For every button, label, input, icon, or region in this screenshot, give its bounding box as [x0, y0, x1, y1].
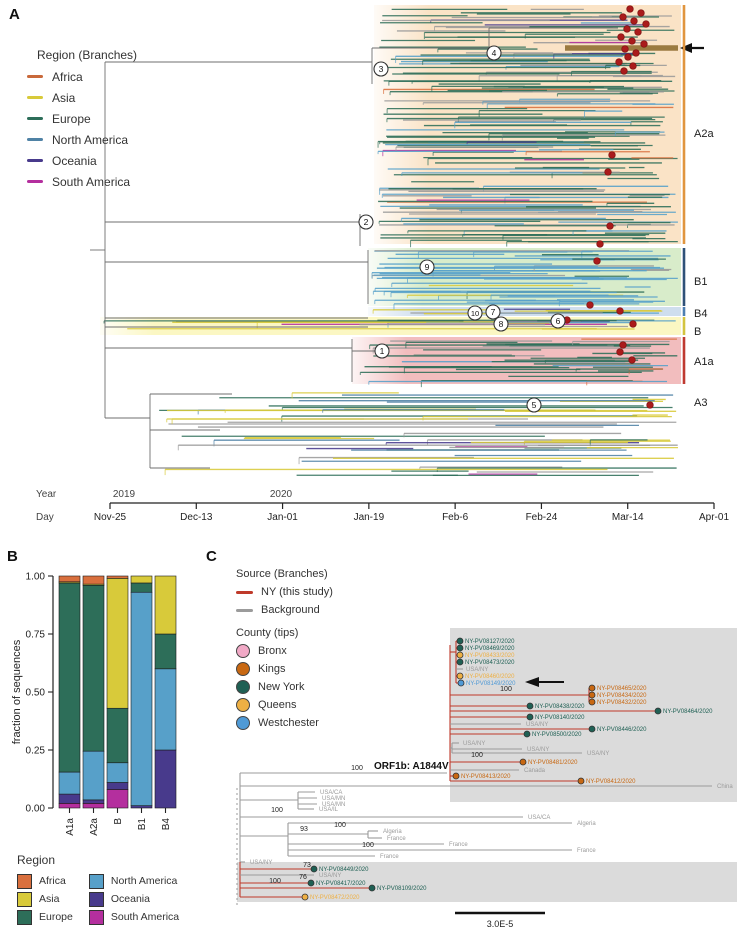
c-tip-label: NY-PV08473/2020 — [465, 660, 515, 667]
node-number-5: 5 — [531, 400, 537, 410]
region-color-swatch — [27, 180, 43, 184]
c-tip-label: NY-PV08417/2020 — [316, 881, 366, 888]
c-tip-label-background: USA/NY — [526, 722, 549, 729]
axis-tick-label: Nov-25 — [93, 512, 127, 523]
c-tip-dot-new_york — [308, 880, 314, 886]
c-tip-label: NY-PV08469/2020 — [465, 646, 515, 653]
panel-c-legends — [236, 564, 333, 732]
c-support-value: 100 — [500, 686, 512, 693]
ny-sample-dot — [618, 34, 625, 41]
c-tip-dot-queens — [457, 652, 463, 658]
b-x-tick-label: B1 — [137, 818, 148, 831]
c-support-value: 100 — [271, 807, 283, 814]
axis-tick-label: Apr-01 — [698, 512, 730, 523]
ny-sample-dot — [624, 26, 631, 33]
county-label: Queens — [258, 699, 297, 711]
b-y-tick-label: 0.75 — [25, 629, 45, 641]
county-legend-item — [236, 714, 333, 732]
c-tip-label: NY-PV08500/2020 — [532, 732, 582, 739]
b-y-tick-label: 1.00 — [25, 571, 45, 583]
source-color-swatch — [236, 609, 253, 612]
region-label: Africa — [39, 875, 66, 887]
clade-band-fade — [100, 317, 155, 335]
county-tips-legend-title: County (tips) — [236, 627, 299, 639]
ny-sample-dot — [630, 321, 637, 328]
region-color-swatch — [27, 96, 43, 100]
region-legend-items — [17, 872, 179, 926]
b-bar-segment — [83, 576, 104, 584]
c-tip-label-background: USA/NY — [527, 747, 550, 754]
c-tip-label: NY-PV08438/2020 — [535, 704, 585, 711]
county-color-dot — [236, 698, 250, 712]
ny-sample-dot — [605, 169, 612, 176]
clade-label-B4: B4 — [694, 308, 708, 320]
c-support-value: 100 — [471, 752, 483, 759]
region-label: South America — [110, 911, 180, 923]
c-tip-label: NY-PV08412/2020 — [586, 779, 636, 786]
region-color-swatch — [27, 159, 43, 163]
ny-sample-dot — [617, 308, 624, 315]
node-number-6: 6 — [555, 316, 561, 326]
c-tip-label-background: France — [449, 842, 468, 849]
ny-sample-dot — [607, 223, 614, 230]
b-bar-segment — [131, 576, 152, 583]
region-label: Africa — [52, 69, 83, 84]
b-y-axis-title: fraction of sequences — [11, 639, 23, 745]
b-bar-segment — [59, 772, 80, 794]
axis-tick-label: Feb-24 — [525, 512, 558, 523]
b-bar-segment — [107, 708, 128, 763]
c-tip-dot-queens — [457, 673, 463, 679]
region-color-swatch — [89, 892, 104, 907]
b-bar-segment — [107, 782, 128, 789]
region-label: Oceania — [110, 893, 150, 905]
source-label: Background — [261, 604, 320, 616]
region-label: Oceania — [52, 153, 97, 168]
c-tip-label-background: USA/NY — [319, 873, 342, 880]
c-tip-label-background: Algeria — [577, 821, 596, 828]
ny-sample-dot — [622, 46, 629, 53]
c-tip-label-background: USA/IL — [319, 807, 339, 814]
county-legend-item — [236, 642, 333, 660]
region-label: North America — [110, 875, 178, 887]
b-bar-segment — [83, 751, 104, 800]
ny-sample-dot — [620, 14, 627, 21]
c-tip-dot-new_york — [589, 726, 595, 732]
c-tip-label-background: USA/CA — [320, 790, 343, 797]
region-legend-item — [17, 890, 73, 908]
ny-sample-dot — [635, 29, 642, 36]
region-branches-legend-item — [27, 108, 137, 129]
region-branches-legend-items — [27, 66, 137, 192]
c-support-value: 93 — [300, 826, 308, 833]
c-tip-label: NY-PV08434/2020 — [597, 693, 647, 700]
c-tip-label: NY-PV08149/2020 — [466, 681, 516, 688]
region-branches-legend-item — [27, 171, 137, 192]
clade-label-A3: A3 — [694, 397, 708, 409]
c-tip-dot-kings — [589, 692, 595, 698]
c-tip-label: NY-PV08464/2020 — [663, 709, 713, 716]
c-support-value: 100 — [334, 822, 346, 829]
b-bar-segment — [107, 576, 128, 578]
county-legend-item — [236, 678, 333, 696]
region-legend-item — [89, 872, 179, 890]
region-color-swatch — [17, 892, 32, 907]
c-tip-dot-new_york — [457, 659, 463, 665]
b-bar-segment — [107, 789, 128, 808]
node-number-10: 10 — [470, 309, 480, 318]
source-label: NY (this study) — [261, 586, 333, 598]
region-color-swatch — [17, 874, 32, 889]
ny-sample-dot — [633, 50, 640, 57]
b-bar-segment — [131, 806, 152, 808]
c-tip-label: NY-PV08446/2020 — [597, 727, 647, 734]
axis-tick-label: Jan-01 — [267, 512, 298, 523]
c-tip-dot-new_york — [369, 885, 375, 891]
c-tip-label: NY-PV08481/2020 — [528, 760, 578, 767]
c-support-value: 100 — [362, 842, 374, 849]
c-tip-label-background: USA/MN — [322, 802, 346, 809]
c-tip-dot-new_york — [655, 708, 661, 714]
region-legend-item — [89, 890, 179, 908]
c-tip-dot-kings — [453, 773, 459, 779]
c-tip-label-background: France — [380, 854, 399, 861]
county-color-dot — [236, 716, 250, 730]
b-bar-segment — [155, 576, 176, 634]
county-label: Kings — [258, 663, 286, 675]
ny-sample-dot — [621, 68, 628, 75]
b-bar-segment — [83, 800, 104, 803]
clade-band-fade — [368, 307, 423, 316]
region-label: South America — [52, 174, 131, 189]
c-tip-dot-new_york — [527, 714, 533, 720]
source-branches-legend-title: Source (Branches) — [236, 568, 328, 580]
clade-label-A1a: A1a — [694, 356, 714, 368]
b-bar-segment — [155, 669, 176, 750]
c-support-value: 73 — [303, 862, 311, 869]
ny-sample-dot — [616, 59, 623, 66]
panel-a-label: A — [9, 6, 20, 23]
region-branches-legend-item — [27, 66, 137, 87]
c-tip-label: NY-PV08449/2020 — [319, 867, 369, 874]
c-tip-dot-new_york — [527, 703, 533, 709]
region-label: North America — [52, 132, 129, 147]
b-bar-segment — [59, 583, 80, 772]
county-legend-item — [236, 660, 333, 678]
axis-tick-label: Jan-19 — [353, 512, 385, 523]
day-axis-label: Day — [36, 512, 54, 523]
c-tip-label: NY-PV08109/2020 — [377, 886, 427, 893]
b-bar-segment — [155, 750, 176, 808]
ny-sample-dot — [597, 241, 604, 248]
node-number-7: 7 — [490, 307, 496, 317]
axis-tick-label: Mar-14 — [611, 512, 644, 523]
b-bar-segment — [107, 763, 128, 783]
ny-sample-dot — [609, 152, 616, 159]
panel-b-label: B — [7, 548, 18, 565]
c-tip-dot-kings — [520, 759, 526, 765]
region-label: Europe — [39, 911, 73, 923]
ny-sample-dot — [587, 302, 594, 309]
year-axis-label: Year — [36, 489, 57, 500]
ny-sample-dot — [638, 10, 645, 17]
region-legend-item — [17, 908, 73, 926]
region-label: Asia — [52, 90, 76, 105]
c-tip-label: NY-PV08465/2020 — [597, 686, 647, 693]
node-number-2: 2 — [363, 217, 369, 227]
c-support-value: 76 — [299, 874, 307, 881]
b-y-tick-label: 0.00 — [25, 803, 45, 815]
c-support-value: 100 — [269, 878, 281, 885]
c-tip-dot-new_york — [457, 645, 463, 651]
c-tip-label: NY-PV08432/2020 — [597, 700, 647, 707]
arrow-left-icon — [680, 43, 692, 53]
region-color-swatch — [27, 138, 43, 142]
node-number-4: 4 — [491, 48, 497, 58]
region-branches-legend-title: Region (Branches) — [37, 48, 138, 62]
c-tip-dot-new_york — [311, 866, 317, 872]
c-tip-label-background: France — [577, 848, 596, 855]
c-tip-label-background: Algeria — [383, 829, 402, 836]
b-bar-segment — [59, 794, 80, 803]
c-tip-label-background: USA/NY — [463, 741, 486, 748]
clade-label-B1: B1 — [694, 276, 708, 288]
c-tip-label-background: China — [717, 784, 733, 791]
region-legend-item — [89, 908, 179, 926]
b-y-tick-label: 0.50 — [25, 687, 45, 699]
region-branches-legend-item — [27, 129, 137, 150]
c-tip-label-background: USA/NY — [587, 751, 610, 758]
c-tip-dot-kings — [589, 699, 595, 705]
clade-label-B: B — [694, 326, 702, 338]
ny-sample-dot — [627, 6, 634, 13]
county-color-dot — [236, 680, 250, 694]
region-color-swatch — [17, 910, 32, 925]
c-tip-dot-kings — [578, 778, 584, 784]
axis-tick-label: Feb-6 — [442, 512, 469, 523]
source-legend-item — [236, 601, 333, 619]
c-tip-label: NY-PV08140/2020 — [535, 715, 585, 722]
b-bar-segment — [107, 578, 128, 708]
b-bar-segment — [59, 803, 80, 808]
source-legend-item — [236, 583, 333, 601]
region-color-swatch — [27, 117, 43, 121]
clade-label-A2a: A2a — [694, 128, 714, 140]
region-legend-title: Region — [17, 853, 56, 867]
b-bar-segment — [155, 634, 176, 669]
node-number-3: 3 — [378, 64, 384, 74]
ny-sample-dot — [631, 18, 638, 25]
region-branches-legend — [27, 48, 137, 192]
b-bar-segment — [131, 583, 152, 592]
b-y-tick-label: 0.25 — [25, 745, 45, 757]
county-label: New York — [258, 681, 305, 693]
node-number-8: 8 — [498, 319, 504, 329]
b-bar-segment — [131, 592, 152, 805]
region-color-swatch — [89, 874, 104, 889]
c-tip-label-background: France — [387, 836, 406, 843]
county-tips-legend-items — [236, 642, 333, 732]
b-x-tick-label: A1a — [65, 818, 76, 836]
node-number-1: 1 — [379, 346, 385, 356]
b-bar-segment — [59, 576, 80, 582]
c-tip-dot-westchester — [458, 680, 464, 686]
year-2020-label: 2020 — [269, 489, 293, 500]
ny-sample-dot — [643, 21, 650, 28]
region-branches-legend-item — [27, 87, 137, 108]
ny-sample-dot — [629, 38, 636, 45]
c-tip-label: NY-PV08460/2020 — [465, 674, 515, 681]
region-branches-legend-item — [27, 150, 137, 171]
c-tip-label-background: USA/CA — [528, 815, 551, 822]
c-tip-dot-kings — [589, 685, 595, 691]
county-color-dot — [236, 662, 250, 676]
region-color-swatch — [89, 910, 104, 925]
county-label: Bronx — [258, 645, 287, 657]
source-branches-legend-items — [236, 583, 333, 619]
ny-sample-dot — [617, 349, 624, 356]
c-support-value: 100 — [351, 765, 363, 772]
c-scale-bar-label: 3.0E-5 — [486, 919, 514, 929]
panel-c-label: C — [206, 548, 217, 565]
c-tip-dot-new_york — [524, 731, 530, 737]
region-legend — [17, 853, 179, 926]
c-tip-dot-queens — [302, 894, 308, 900]
region-label: Asia — [39, 893, 60, 905]
ny-sample-dot — [647, 402, 654, 409]
b-x-tick-label: B — [113, 818, 124, 825]
c-tip-label: NY-PV08413/2020 — [461, 774, 511, 781]
region-label: Europe — [52, 111, 91, 126]
b-bar-segment — [83, 585, 104, 751]
c-tip-label-background: USA/NY — [250, 860, 273, 867]
county-legend-item — [236, 696, 333, 714]
b-bar-segment — [83, 803, 104, 808]
node-number-9: 9 — [424, 262, 430, 272]
c-mutation-annotation: ORF1b: A1844V — [374, 761, 449, 772]
ny-sample-dot — [629, 357, 636, 364]
ny-sample-dot — [625, 54, 632, 61]
b-x-tick-label: A2a — [89, 818, 100, 836]
ny-sample-dot — [630, 63, 637, 70]
axis-tick-label: Dec-13 — [180, 512, 213, 523]
county-label: Westchester — [258, 717, 319, 729]
ny-sample-dot — [641, 41, 648, 48]
ny-sample-dot — [620, 342, 627, 349]
year-2019-label: 2019 — [112, 489, 136, 500]
c-tip-label-background: USA/NY — [466, 667, 489, 674]
c-tip-label: NY-PV08433/2020 — [465, 653, 515, 660]
ny-sample-dot — [594, 258, 601, 265]
region-legend-item — [17, 872, 73, 890]
source-color-swatch — [236, 591, 253, 594]
c-tip-label-background: Canada — [524, 768, 546, 775]
c-tip-label: NY-PV08472/2020 — [310, 895, 360, 902]
c-tip-label: NY-PV08127/2020 — [465, 639, 515, 646]
county-color-dot — [236, 644, 250, 658]
b-x-tick-label: B4 — [161, 818, 172, 831]
c-tip-label-background: USA/MN — [322, 796, 346, 803]
region-color-swatch — [27, 75, 43, 79]
c-tip-dot-new_york — [457, 638, 463, 644]
